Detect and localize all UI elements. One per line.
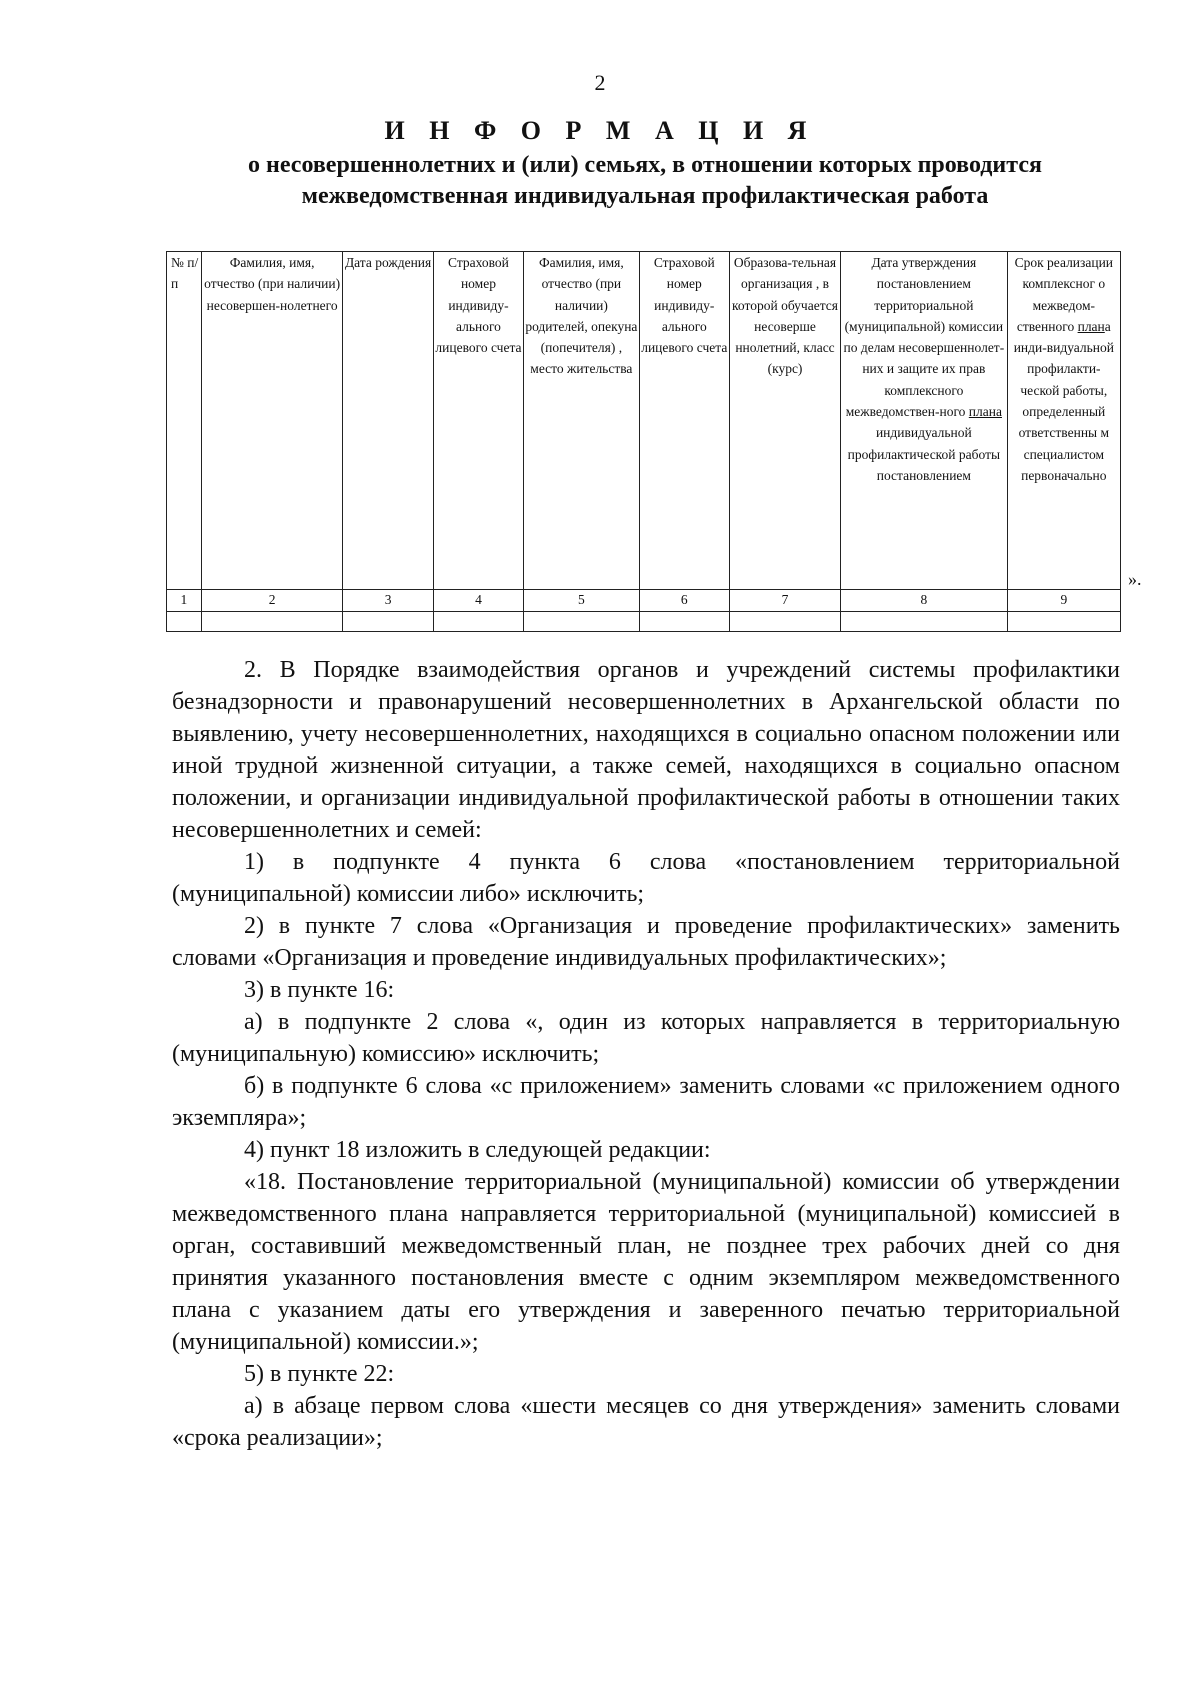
paragraph: 5) в пункте 22: bbox=[244, 1361, 395, 1387]
document-title: И Н Ф О Р М А Ц И Я bbox=[384, 116, 816, 145]
paragraph: а) в абзаце первом слова «шести месяцев со дня утверждения» заменить словами «срока реализации»; bbox=[172, 1393, 1120, 1451]
column-number: 6 bbox=[639, 590, 729, 612]
empty-cell bbox=[201, 612, 343, 632]
paragraph: а) в подпункте 2 слова «, один из которых направляется в территориальную (муниципальную) комиссию» исключить; bbox=[172, 1009, 1120, 1067]
amendments-text bbox=[172, 654, 1120, 1454]
paragraph: 4) пункт 18 изложить в следующей редакции: bbox=[244, 1137, 711, 1163]
approval-date-text-after: индивидуальной профилактической работы постановлением bbox=[847, 425, 1001, 483]
document-subtitle: о несовершеннолетних и (или) семьях, в отношении которых проводится межведомственная индивидуальная профилактическая работа bbox=[248, 152, 1042, 209]
approval-date-text-before: Дата утверждения постановлением территориальной (муниципальной) комиссии по делам несовершеннолет-них и защите их прав комплексного межведомствен-ного bbox=[843, 255, 1005, 420]
header-cell-approval-date bbox=[841, 252, 1008, 590]
header-cell-parent-name: Фамилия, имя, отчество (при наличии) родителей, опекуна (попечителя) , место жительства bbox=[524, 252, 639, 590]
empty-cell bbox=[841, 612, 1008, 632]
information-table bbox=[166, 251, 1121, 632]
column-number: 5 bbox=[524, 590, 639, 612]
empty-cell bbox=[433, 612, 523, 632]
empty-cell bbox=[639, 612, 729, 632]
column-number: 7 bbox=[729, 590, 840, 612]
column-number: 2 bbox=[201, 590, 343, 612]
empty-cell bbox=[524, 612, 639, 632]
paragraph: 2. В Порядке взаимодействия органов и учреждений системы профилактики безнадзорности и правонарушений несовершеннолетних в Архангельской области по выявлению, учету несовершеннолетних, находящихся в социально опасном положении или иной трудной жизненной ситуации, а также семей, находящихся в социально опасном положении, и организации индивидуальной профилактической работы в отношении таких несовершеннолетних и семей: bbox=[172, 657, 1120, 843]
column-number: 1 bbox=[167, 590, 202, 612]
closing-quote-mark: ». bbox=[1128, 569, 1142, 589]
table-header-row bbox=[167, 252, 1121, 590]
paragraph: 3) в пункте 16: bbox=[244, 977, 395, 1003]
header-cell-number: № п/п bbox=[167, 252, 202, 590]
paragraph: б) в подпункте 6 слова «с приложением» заменить словами «с приложением одного экземпляра»; bbox=[172, 1073, 1120, 1131]
table-column-numbers-row bbox=[167, 590, 1121, 612]
paragraph: 1) в подпункте 4 пункта 6 слова «постановлением территориальной (муниципальной) комиссии либо» исключить; bbox=[172, 849, 1120, 907]
column-number: 4 bbox=[433, 590, 523, 612]
empty-cell bbox=[343, 612, 433, 632]
empty-cell bbox=[1007, 612, 1120, 632]
header-cell-minor-name: Фамилия, имя, отчество (при наличии) несовершен-нолетнего bbox=[201, 252, 343, 590]
header-cell-birth-date: Дата рождения bbox=[343, 252, 433, 590]
column-number: 3 bbox=[343, 590, 433, 612]
empty-cell bbox=[167, 612, 202, 632]
header-cell-parent-insurance-number: Страховой номер индивиду-ального лицевого счета bbox=[639, 252, 729, 590]
header-cell-minor-insurance-number: Страховой номер индивиду-ального лицевого счета bbox=[433, 252, 523, 590]
column-number: 9 bbox=[1007, 590, 1120, 612]
period-text-before: Срок реализации комплексног о межведом-ственного bbox=[1014, 255, 1114, 334]
paragraph: «18. Постановление территориальной (муниципальной) комиссии об утверждении межведомственного плана направляется территориальной (муниципальной) комиссией в орган, составивший межведомственный план, не позднее трех рабочих дней со дня принятия указанного постановления вместе с одним экземпляром межведомственного плана с указанием даты его утверждения и заверенного печатью территориальной (муниципальной) комиссии.»; bbox=[172, 1169, 1120, 1355]
plan-link[interactable]: плана bbox=[968, 404, 1002, 420]
column-number: 8 bbox=[841, 590, 1008, 612]
page-number: 2 bbox=[594, 70, 606, 95]
table-empty-row bbox=[167, 612, 1121, 632]
header-cell-implementation-period bbox=[1007, 252, 1120, 590]
period-text-after: а инди-видуальной профилакти-ческой работы, определенный ответственны м специалистом первоначально bbox=[1013, 318, 1114, 483]
paragraph: 2) в пункте 7 слова «Организация и проведение профилактических» заменить словами «Организация и проведение индивидуальных профилактических»; bbox=[172, 913, 1120, 971]
empty-cell bbox=[729, 612, 840, 632]
plan-link[interactable]: план bbox=[1077, 318, 1105, 334]
header-cell-school: Образова-тельная организация , в которой обучается несоверше ннолетний, класс (курс) bbox=[729, 252, 840, 590]
